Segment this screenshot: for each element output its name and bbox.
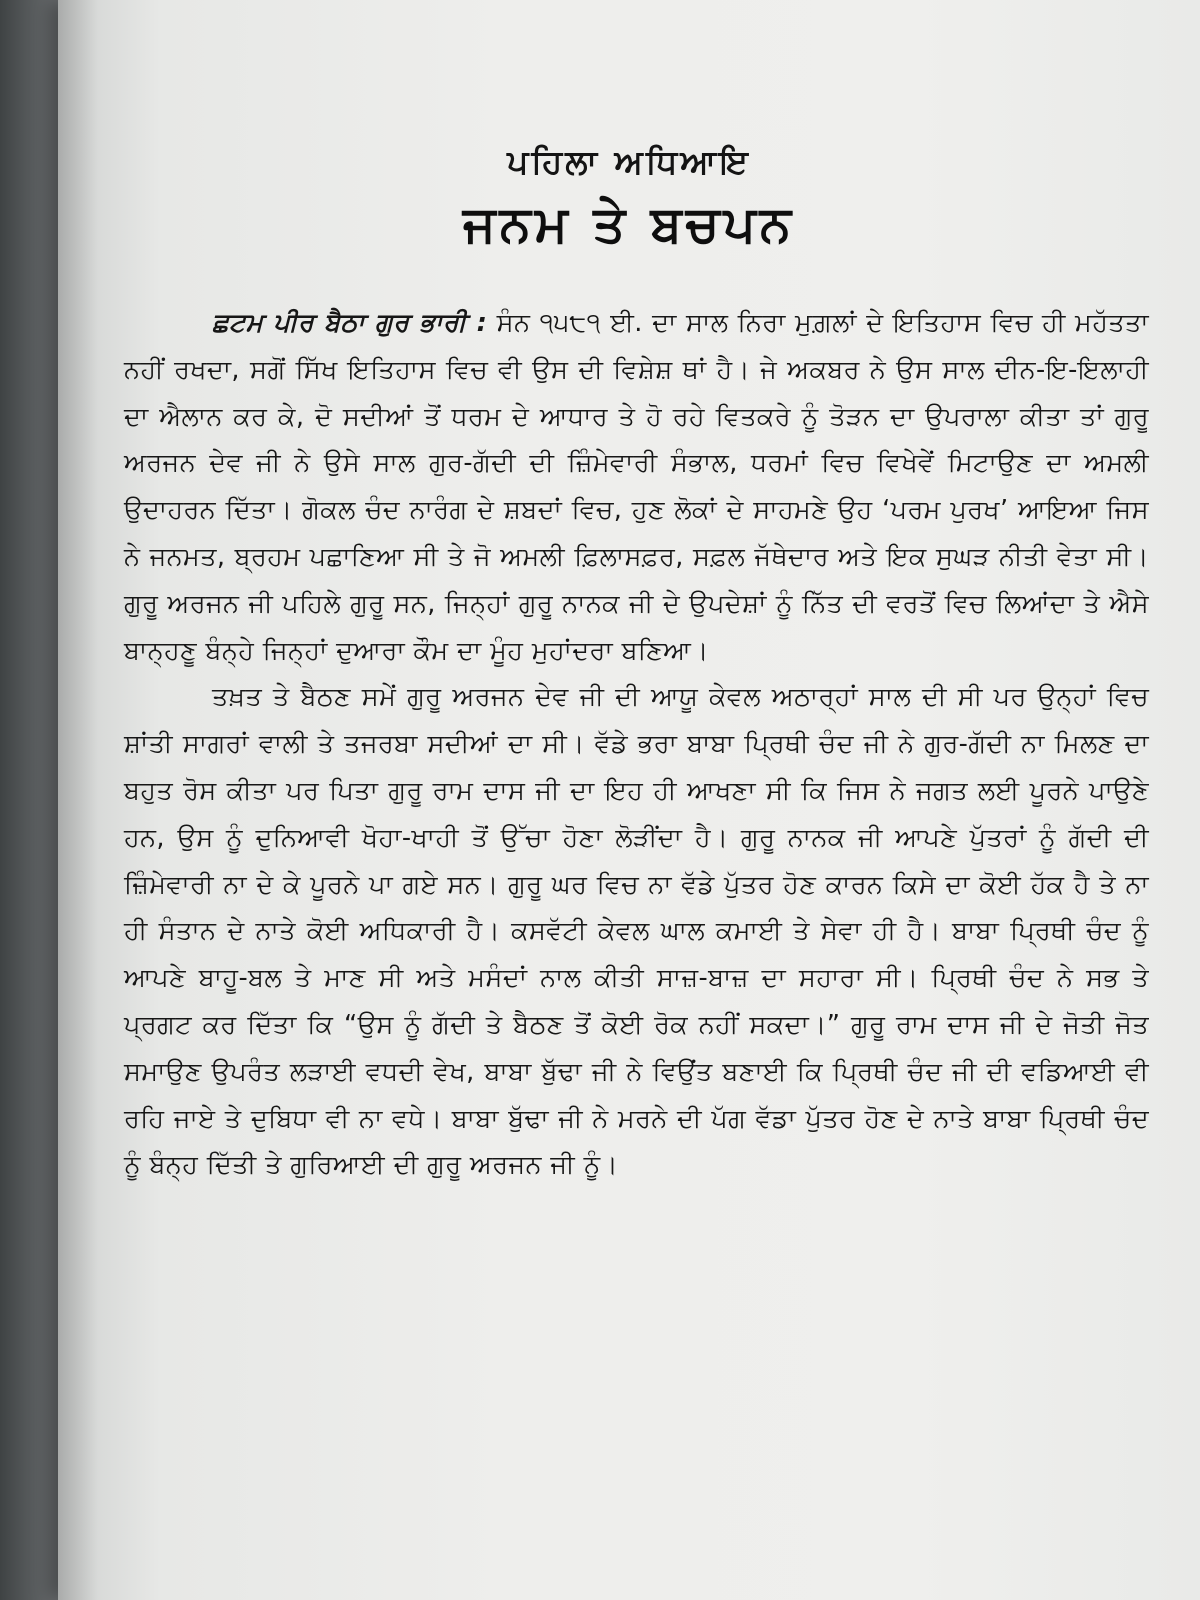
paragraph — [124, 300, 1149, 674]
body-text — [124, 300, 1149, 1189]
chapter-title: ਜਨਮ ਤੇ ਬਚਪਨ — [462, 195, 795, 253]
paragraph-text: ਸੰਨ ੧੫੮੧ ਈ. ਦਾ ਸਾਲ ਨਿਰਾ ਮੁਗ਼ਲਾਂ ਦੇ ਇਤਿਹਾਸ ਵਿਚ ਹੀ ਮਹੱਤਤਾ ਨਹੀਂ ਰਖਦਾ, ਸਗੋਂ ਸਿੱਖ ਇਤਿਹਾਸ ਵਿਚ ਵੀ ਉਸ ਦੀ ਵਿਸ਼ੇਸ਼ ਥਾਂ ਹੈ। ਜੇ ਅਕਬਰ ਨੇ ਉਸ ਸਾਲ ਦੀਨ-ਇ-ਇਲਾਹੀ ਦਾ ਐਲਾਨ ਕਰ ਕੇ, ਦੋ ਸਦੀਆਂ ਤੋਂ ਧਰਮ ਦੇ ਆਧਾਰ ਤੇ ਹੋ ਰਹੇ ਵਿਤਕਰੇ ਨੂੰ ਤੋੜਨ ਦਾ ਉਪਰਾਲਾ ਕੀਤਾ ਤਾਂ ਗੁਰੂ ਅਰਜਨ ਦੇਵ ਜੀ ਨੇ ਉਸੇ ਸਾਲ ਗੁਰ-ਗੱਦੀ ਦੀ ਜ਼ਿੰਮੇਵਾਰੀ ਸੰਭਾਲ, ਧਰਮਾਂ ਵਿਚ ਵਿਖੇਵੇਂ ਮਿਟਾਉਣ ਦਾ ਅਮਲੀ ਉਦਾਹਰਨ ਦਿੱਤਾ। ਗੋਕਲ ਚੰਦ ਨਾਰੰਗ ਦੇ ਸ਼ਬਦਾਂ ਵਿਚ, ਹੁਣ ਲੋਕਾਂ ਦੇ ਸਾਹਮਣੇ ਉਹ ‘ਪਰਮ ਪੁਰਖ’ ਆਇਆ ਜਿਸ ਨੇ ਜਨਮਤ, ਬ੍ਰਹਮ ਪਛਾਣਿਆ ਸੀ ਤੇ ਜੋ ਅਮਲੀ ਫ਼ਿਲਾਸਫ਼ਰ, ਸਫ਼ਲ ਜੱਥੇਦਾਰ ਅਤੇ ਇਕ ਸੁਘੜ ਨੀਤੀ ਵੇਤਾ ਸੀ। ਗੁਰੂ ਅਰਜਨ ਜੀ ਪਹਿਲੇ ਗੁਰੂ ਸਨ, ਜਿਨ੍ਹਾਂ ਗੁਰੂ ਨਾਨਕ ਜੀ ਦੇ ਉਪਦੇਸ਼ਾਂ ਨੂੰ ਨਿੱਤ ਦੀ ਵਰਤੋਂ ਵਿਚ ਲਿਆਂਦਾ ਤੇ ਐਸੇ ਬਾਨ੍ਹਣੂ ਬੰਨ੍ਹੇ ਜਿਨ੍ਹਾਂ ਦੁਆਰਾ ਕੌਮ ਦਾ ਮੂੰਹ ਮੁਹਾਂਦਰਾ ਬਣਿਆ। — [124, 308, 1149, 666]
paragraph-text: ਤਖ਼ਤ ਤੇ ਬੈਠਣ ਸਮੇਂ ਗੁਰੂ ਅਰਜਨ ਦੇਵ ਜੀ ਦੀ ਆਯੂ ਕੇਵਲ ਅਠਾਰ੍ਹਾਂ ਸਾਲ ਦੀ ਸੀ ਪਰ ਉਨ੍ਹਾਂ ਵਿਚ ਸ਼ਾਂਤੀ ਸਾਗਰਾਂ ਵਾਲੀ ਤੇ ਤਜਰਬਾ ਸਦੀਆਂ ਦਾ ਸੀ। ਵੱਡੇ ਭਰਾ ਬਾਬਾ ਪ੍ਰਿਥੀ ਚੰਦ ਜੀ ਨੇ ਗੁਰ-ਗੱਦੀ ਨਾ ਮਿਲਣ ਦਾ ਬਹੁਤ ਰੋਸ ਕੀਤਾ ਪਰ ਪਿਤਾ ਗੁਰੂ ਰਾਮ ਦਾਸ ਜੀ ਦਾ ਇਹ ਹੀ ਆਖਣਾ ਸੀ ਕਿ ਜਿਸ ਨੇ ਜਗਤ ਲਈ ਪੂਰਨੇ ਪਾਉਣੇ ਹਨ, ਉਸ ਨੂੰ ਦੁਨਿਆਵੀ ਖੋਹਾ-ਖਾਹੀ ਤੋਂ ਉੱਚਾ ਹੋਣਾ ਲੋੜੀਂਦਾ ਹੈ। ਗੁਰੂ ਨਾਨਕ ਜੀ ਆਪਣੇ ਪੁੱਤਰਾਂ ਨੂੰ ਗੱਦੀ ਦੀ ਜ਼ਿੰਮੇਵਾਰੀ ਨਾ ਦੇ ਕੇ ਪੂਰਨੇ ਪਾ ਗਏ ਸਨ। ਗੁਰੂ ਘਰ ਵਿਚ ਨਾ ਵੱਡੇ ਪੁੱਤਰ ਹੋਣ ਕਾਰਨ ਕਿਸੇ ਦਾ ਕੋਈ ਹੱਕ ਹੈ ਤੇ ਨਾ ਹੀ ਸੰਤਾਨ ਦੇ ਨਾਤੇ ਕੋਈ ਅਧਿਕਾਰੀ ਹੈ। ਕਸਵੱਟੀ ਕੇਵਲ ਘਾਲ ਕਮਾਈ ਤੇ ਸੇਵਾ ਹੀ ਹੈ। ਬਾਬਾ ਪ੍ਰਿਥੀ ਚੰਦ ਨੂੰ ਆਪਣੇ ਬਾਹੂ-ਬਲ ਤੇ ਮਾਣ ਸੀ ਅਤੇ ਮਸੰਦਾਂ ਨਾਲ ਕੀਤੀ ਸਾਜ਼-ਬਾਜ਼ ਦਾ ਸਹਾਰਾ ਸੀ। ਪ੍ਰਿਥੀ ਚੰਦ ਨੇ ਸਭ ਤੇ ਪ੍ਰਗਟ ਕਰ ਦਿੱਤਾ ਕਿ “ਉਸ ਨੂੰ ਗੱਦੀ ਤੇ ਬੈਠਣ ਤੋਂ ਕੋਈ ਰੋਕ ਨਹੀਂ ਸਕਦਾ।” ਗੁਰੂ ਰਾਮ ਦਾਸ ਜੀ ਦੇ ਜੋਤੀ ਜੋਤ ਸਮਾਉਣ ਉਪਰੰਤ ਲੜਾਈ ਵਧਦੀ ਵੇਖ, ਬਾਬਾ ਬੁੱਢਾ ਜੀ ਨੇ ਵਿਉਂਤ ਬਣਾਈ ਕਿ ਪ੍ਰਿਥੀ ਚੰਦ ਜੀ ਦੀ ਵਡਿਆਈ ਵੀ ਰਹਿ ਜਾਏ ਤੇ ਦੁਬਿਧਾ ਵੀ ਨਾ ਵਧੇ। ਬਾਬਾ ਬੁੱਢਾ ਜੀ ਨੇ ਮਰਨੇ ਦੀ ਪੱਗ ਵੱਡਾ ਪੁੱਤਰ ਹੋਣ ਦੇ ਨਾਤੇ ਬਾਬਾ ਪ੍ਰਿਥੀ ਚੰਦ ਨੂੰ ਬੰਨ੍ਹ ਦਿੱਤੀ ਤੇ ਗੁਰਿਆਈ ਦੀ ਗੁਰੂ ਅਰਜਨ ਜੀ ਨੂੰ। — [124, 682, 1149, 1181]
paragraph-heading: ਛਟਮ ਪੀਰ ਬੈਠਾ ਗੁਰ ਭਾਰੀ : — [212, 308, 488, 338]
paragraph — [124, 674, 1149, 1189]
book-page — [58, 0, 1200, 1600]
page-fold-shadow — [58, 0, 98, 1600]
chapter-label: ਪਹਿਲਾ ਅਧਿਆਇ — [507, 142, 751, 181]
